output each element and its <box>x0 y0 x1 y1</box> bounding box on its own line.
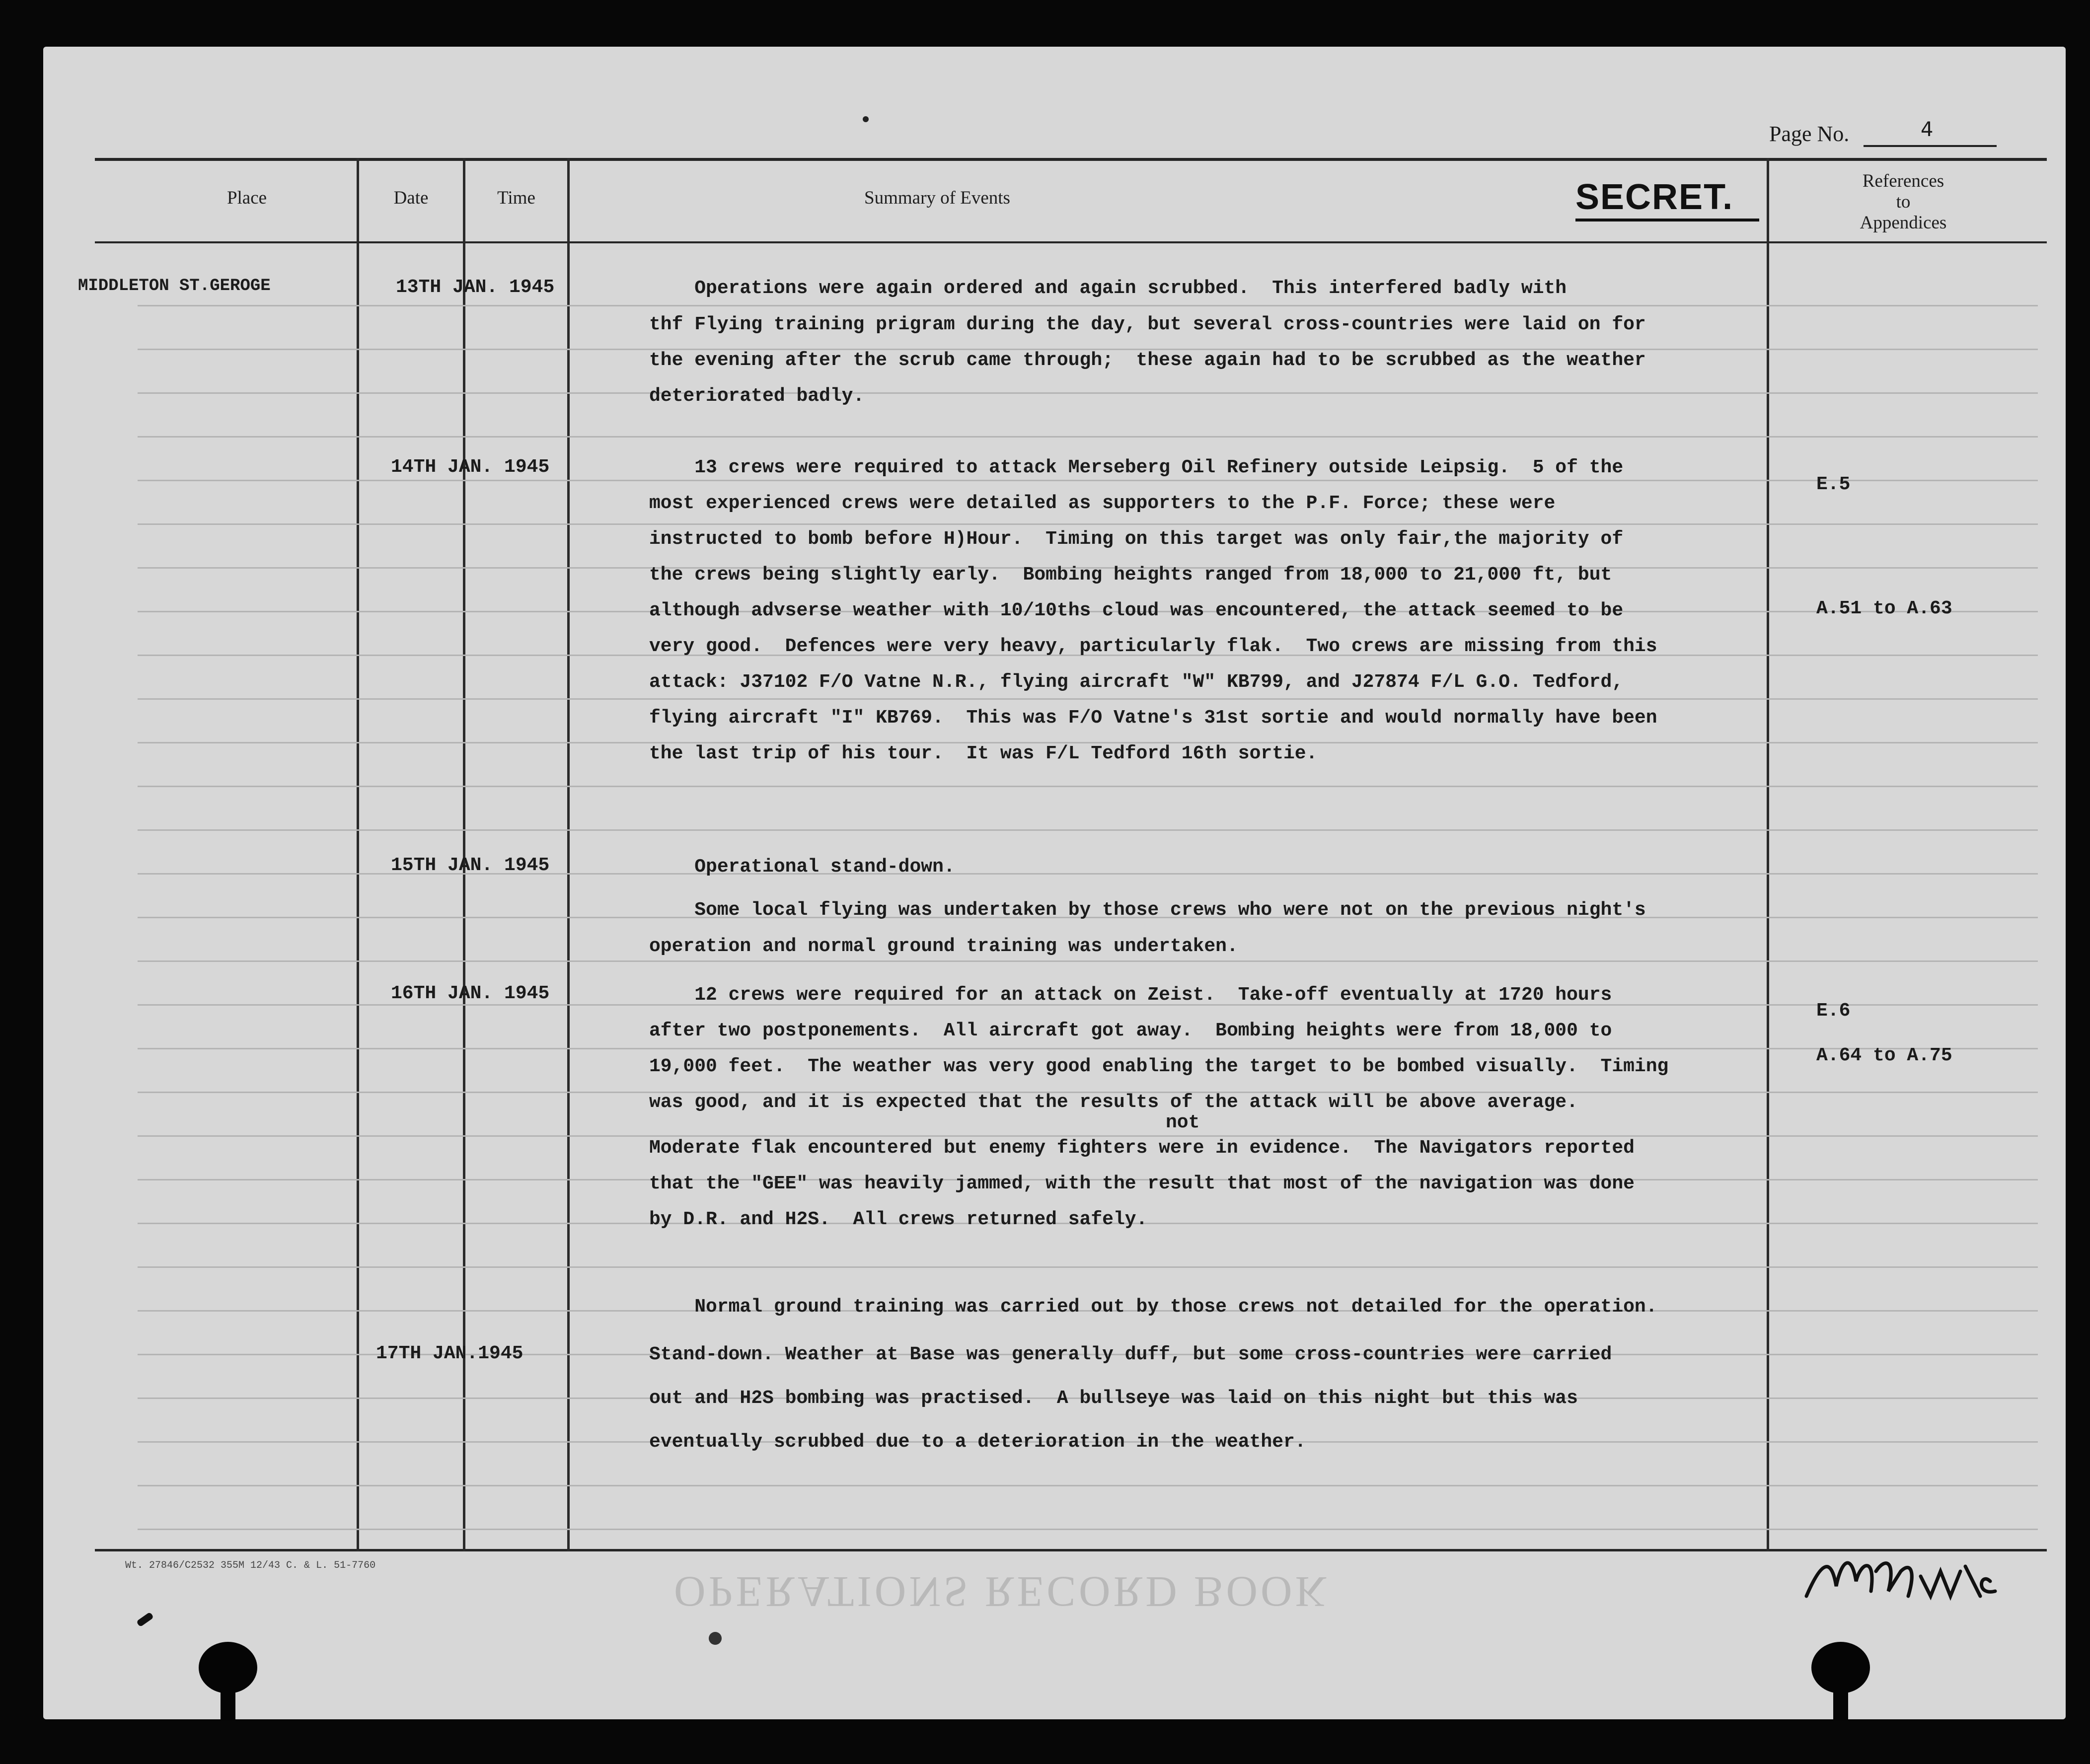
ink-dot <box>863 116 869 122</box>
ruled-line <box>138 1135 2038 1137</box>
summary-line: Normal ground training was carried out by those crews not detailed for the operation. <box>649 1296 1657 1318</box>
ruled-line <box>138 305 2038 306</box>
header-references <box>1769 171 2037 233</box>
signature-mark <box>1801 1542 2040 1616</box>
table-top-rule <box>95 158 2047 161</box>
summary-line: 13 crews were required to attack Merseberg Oil Refinery outside Leipsig. 5 of the <box>649 457 1624 478</box>
column-divider-place <box>357 158 359 1551</box>
ruled-line <box>138 960 2038 962</box>
summary-line: 12 crews were required for an attack on Zeist. Take-off eventually at 1720 hours <box>649 984 1612 1006</box>
header-references-line2: to <box>1896 192 1911 212</box>
place-cell: MIDDLETON ST.GEROGE <box>78 277 271 295</box>
summary-line: thf Flying training prigram during the day, but several cross-countries were laid on for <box>649 314 1646 335</box>
page-number-value: 4 <box>1921 118 1934 141</box>
column-divider-summary <box>1767 158 1769 1551</box>
ruled-line <box>138 698 2038 700</box>
binder-notch-left <box>221 1686 235 1720</box>
ruled-line <box>138 829 2038 831</box>
header-place: Place <box>226 188 267 208</box>
reference-e5: E.5 <box>1816 474 1851 495</box>
summary-line: the evening after the scrub came through; these again had to be scrubbed as the weather <box>649 350 1646 371</box>
summary-line: Some local flying was undertaken by those crews who were not on the previous night's <box>649 899 1646 921</box>
printer-imprint: Wt. 27846/C2532 355M 12/43 C. & L. 51-7760 <box>125 1560 376 1571</box>
ruled-line <box>138 1529 2038 1530</box>
table-bottom-rule <box>95 1549 2047 1551</box>
ruled-line <box>138 1485 2038 1486</box>
header-time: Time <box>497 188 535 208</box>
summary-line: instructed to bomb before H)Hour. Timing on this target was only fair,the majority of <box>649 528 1624 550</box>
bleed-through-title: OPERATIONS RECORD BOOK <box>674 1567 1330 1616</box>
reference-a51-a63: A.51 to A.63 <box>1816 598 1952 619</box>
summary-line: Stand-down. Weather at Base was generally duff, but some cross-countries were carried <box>649 1344 1612 1365</box>
header-references-line1: References <box>1862 171 1944 191</box>
column-divider-time <box>567 158 570 1551</box>
ink-dot <box>709 1632 722 1645</box>
summary-line: Moderate flak encountered but enemy fighters were in evidence. The Navigators reported <box>649 1137 1635 1159</box>
inserted-word: not <box>1166 1112 1200 1133</box>
ruled-line <box>138 392 2038 394</box>
date-13-jan: 13TH JAN. 1945 <box>396 277 555 298</box>
date-15-jan: 15TH JAN. 1945 <box>391 855 550 876</box>
ruled-line <box>138 436 2038 438</box>
header-date: Date <box>393 188 429 208</box>
summary-line: the crews being slightly early. Bombing heights ranged from 18,000 to 21,000 ft, but <box>649 564 1612 586</box>
date-17-jan: 17TH JAN.1945 <box>376 1343 523 1364</box>
secret-stamp: SECRET. <box>1575 177 1734 217</box>
ruled-line <box>138 1266 2038 1268</box>
ruled-line <box>138 523 2038 525</box>
ink-mark <box>136 1612 154 1627</box>
date-16-jan: 16TH JAN. 1945 <box>391 983 550 1004</box>
summary-line: that the "GEE" was heavily jammed, with the result that most of the navigation was done <box>649 1173 1635 1194</box>
reference-a64-a75: A.64 to A.75 <box>1816 1045 1952 1066</box>
summary-line: eventually scrubbed due to a deterioration in the weather. <box>649 1431 1306 1453</box>
ruled-line <box>138 786 2038 787</box>
secret-stamp-underline <box>1575 219 1759 221</box>
summary-line: out and H2S bombing was practised. A bullseye was laid on this night but this was <box>649 1388 1578 1409</box>
date-14-jan: 14TH JAN. 1945 <box>391 456 550 478</box>
reference-e6: E.6 <box>1816 1000 1851 1022</box>
summary-line: attack: J37102 F/O Vatne N.R., flying aircraft "W" KB799, and J27874 F/L G.O. Tedford, <box>649 671 1624 693</box>
ruled-line <box>138 1048 2038 1049</box>
ruled-line <box>138 480 2038 481</box>
summary-line: very good. Defences were very heavy, particularly flak. Two crews are missing from this <box>649 636 1657 657</box>
header-references-line3: Appendices <box>1860 213 1947 233</box>
summary-line: Operations were again ordered and again scrubbed. This interfered badly with <box>649 278 1567 299</box>
binder-notch-right <box>1833 1686 1848 1720</box>
record-sheet <box>43 47 2066 1719</box>
summary-line: Operational stand-down. <box>649 856 955 878</box>
page-number-underline <box>1864 145 1997 147</box>
summary-line: most experienced crews were detailed as supporters to the P.F. Force; these were <box>649 493 1556 514</box>
summary-line: although advserse weather with 10/10ths cloud was encountered, the attack seemed to be <box>649 600 1624 621</box>
header-bottom-rule <box>95 241 2047 243</box>
summary-line: after two postponements. All aircraft got away. Bombing heights were from 18,000 to <box>649 1020 1612 1041</box>
summary-line: was good, and it is expected that the results of the attack will be above average. <box>649 1092 1578 1113</box>
summary-line: the last trip of his tour. It was F/L Tedford 16th sortie. <box>649 743 1318 764</box>
header-summary: Summary of Events <box>864 188 1010 208</box>
page-number-label: Page No. <box>1769 122 1850 146</box>
summary-line: 19,000 feet. The weather was very good enabling the target to be bombed visually. Timing <box>649 1056 1669 1077</box>
summary-line: deteriorated badly. <box>649 385 865 407</box>
summary-line: flying aircraft "I" KB769. This was F/O Vatne's 31st sortie and would normally have been <box>649 707 1657 729</box>
summary-line: operation and normal ground training was undertaken. <box>649 936 1238 957</box>
summary-line: by D.R. and H2S. All crews returned safely. <box>649 1209 1148 1230</box>
